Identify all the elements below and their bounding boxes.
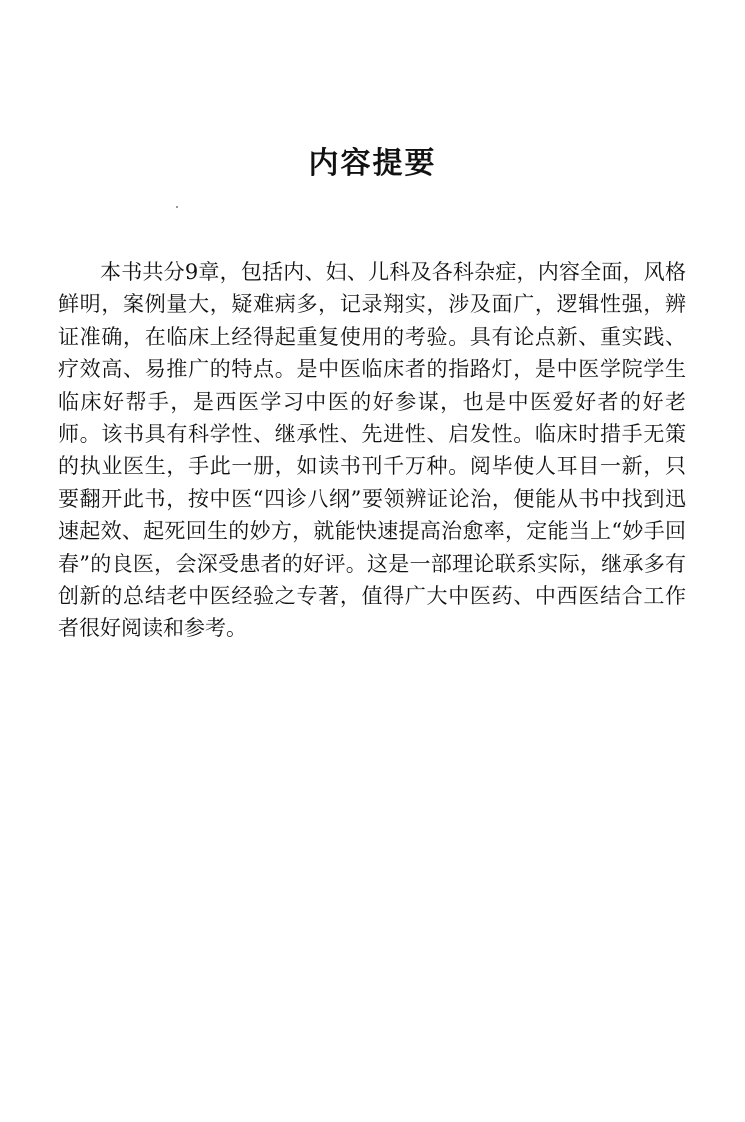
summary-body [58,256,686,645]
summary-paragraph: 本书共分9章，包括内、妇、儿科及各科杂症，内容全面，风格鲜明，案例量大，疑难病多，记录翔实，涉及面广，逻辑性强，辨证准确，在临床上经得起重复使用的考验。具有论点新、重实践、疗效高、易推广的特点。是中医临床者的指路灯，是中医学院学生临床好帮手，是西医学习中医的好参谋，也是中医爱好者的好老师。该书具有科学性、继承性、先进性、启发性。临床时措手无策的执业医生，手此一册，如读书刊千万种。阅毕使人耳目一新，只要翻开此书，按中医“四诊八纲”要领辨证论治，便能从书中找到迅速起效、起死回生的妙方，就能快速提高治愈率，定能当上“妙手回春”的良医，会深受患者的好评。这是一部理论联系实际，继承多有创新的总结老中医经验之专著，值得广大中医药、中西医结合工作者很好阅读和参考。 [58,260,686,641]
page-title: 内容提要 [308,146,437,181]
scan-speck [176,206,178,208]
